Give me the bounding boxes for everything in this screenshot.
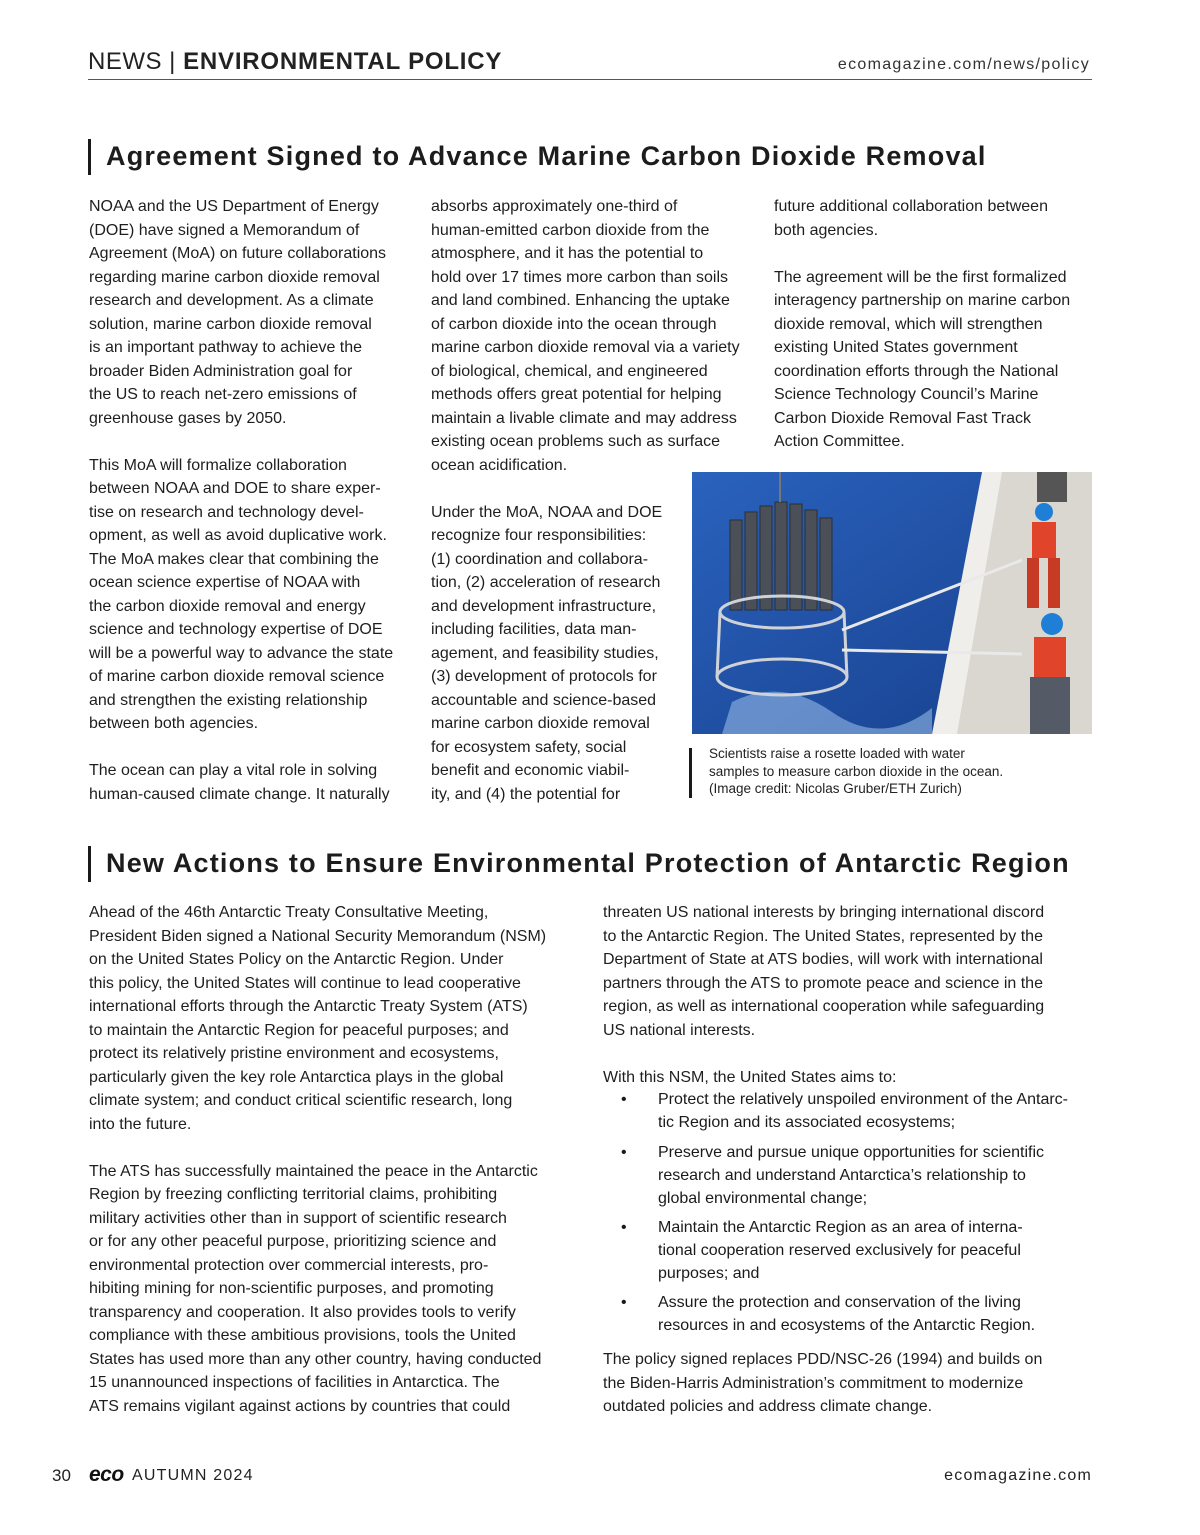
article1-column-1: NOAA and the US Department of Energy (DOE) have signed a Memorandum of Agreement (MoA) on future collaborations regarding marine carbon dioxide removal research and development. As a climate solution, marine carbon dioxide removal is an important pathway to achieve the broader Biden Administration goal for the US to reach net-zero emissions of greenhouse gases by 2050. This MoA will formalize collaboration between NOAA and DOE to share exper- tise on research and technology devel- opment, as well as avoid duplicative work. The MoA makes clear that combining the ocean science expertise of NOAA with the carbon dioxide removal and energy science and technology expertise of DOE will be a powerful way to advance the state of marine carbon dioxide removal science and strengthen the existing relationship between both agencies. The ocean can play a vital role in solving human-caused climate change. It naturally bbox=[89, 198, 394, 803]
section-label: NEWS bbox=[88, 48, 162, 75]
header-url: ecomagazine.com/news/policy bbox=[837, 56, 1090, 73]
rosette-photo-illustration bbox=[692, 472, 1092, 734]
article2-column-2-outro: The policy signed replaces PDD/NSC-26 (1994) and builds on the Biden-Harris Administration’s commitment to modernize outdated policies and address climate change. bbox=[603, 1351, 1043, 1415]
caption-accent-bar bbox=[689, 748, 692, 798]
heading-accent-bar bbox=[88, 846, 91, 882]
rosette-photo bbox=[692, 472, 1092, 734]
section-header bbox=[88, 48, 502, 76]
photo-caption: Scientists raise a rosette loaded with water samples to measure carbon dioxide in the ocean. (Image credit: Nicolas Gruber/ETH Zurich) bbox=[709, 746, 1004, 797]
bullet-text: Assure the protection and conservation of the living resources in and ecosystems of the Antarctic Region. bbox=[658, 1294, 1036, 1334]
footer-url: ecomagazine.com bbox=[944, 1467, 1092, 1484]
bullet-marker: • bbox=[621, 1294, 627, 1311]
bullet-marker: • bbox=[621, 1219, 627, 1236]
bullet-item bbox=[621, 1088, 1091, 1134]
bullet-text: Maintain the Antarctic Region as an area of interna- tional cooperation reserved exclusively for peaceful purposes; and bbox=[658, 1219, 1023, 1282]
article2-title: New Actions to Ensure Environmental Protection of Antarctic Region bbox=[106, 848, 1070, 878]
bullet-marker: • bbox=[621, 1144, 627, 1161]
article1-column-2: absorbs approximately one-third of human-emitted carbon dioxide from the atmosphere, and it has the potential to hold over 17 times more carbon than soils and land combined. Enhancing the uptake of carbon dioxide into the ocean through marine carbon dioxide removal via a variety of biological, chemical, and engineered methods offers great potential for helping maintain a livable climate and may address existing ocean problems such as surface ocean acidification. Under the MoA, NOAA and DOE recognize four responsibilities: (1) coordination and collabora- tion, (2) acceleration of research and development infrastructure, including facilities, data man- agement, and feasibility studies, (3) development of protocols for accountable and science-based marine carbon dioxide removal for ecosystem safety, social benefit and economic viabil- ity, and (4) the potential for bbox=[431, 198, 740, 803]
heading-accent-bar bbox=[88, 139, 91, 175]
issue-label: AUTUMN 2024 bbox=[132, 1467, 254, 1484]
bullet-text: Preserve and pursue unique opportunities for scientific research and understand Antarctica’s relationship to global environmental change; bbox=[658, 1144, 1044, 1207]
section-separator: | bbox=[169, 48, 176, 75]
article2-column-2-intro: threaten US national interests by bringing international discord to the Antarctic Region. The United States, represented by the Department of State at ATS bodies, will work with international partners through the ATS to promote peace and science in the region, as well as international cooperation while safeguarding US national interests. With this NSM, the United States aims to: bbox=[603, 904, 1045, 1086]
article1-title: Agreement Signed to Advance Marine Carbon Dioxide Removal bbox=[106, 141, 987, 171]
bullet-marker: • bbox=[621, 1091, 627, 1108]
page-number: 30 bbox=[52, 1466, 71, 1485]
header-divider bbox=[88, 79, 1092, 80]
bullet-item bbox=[621, 1141, 1091, 1210]
bullet-item bbox=[621, 1291, 1091, 1337]
eco-logo: eco bbox=[89, 1463, 124, 1486]
article1-column-3: future additional collaboration between both agencies. The agreement will be the first formalized interagency partnership on marine carbon dioxide removal, which will strengthen existing United States government coordination efforts through the National Science Technology Council’s Marine Carbon Dioxide Removal Fast Track Action Committee. bbox=[774, 198, 1071, 450]
bullet-text: Protect the relatively unspoiled environment of the Antarc- tic Region and its associated ecosystems; bbox=[658, 1091, 1068, 1131]
category-label: ENVIRONMENTAL POLICY bbox=[183, 48, 503, 75]
article2-column-1: Ahead of the 46th Antarctic Treaty Consultative Meeting, President Biden signed a National Security Memorandum (NSM) on the United States Policy on the Antarctic Region. Under this policy, the United States will continue to lead cooperative international efforts through the Antarctic Treaty System (ATS) to maintain the Antarctic Region for peaceful purposes; and protect its relatively pristine environment and ecosystems, particularly given the key role Antarctica plays in the global climate system; and conduct critical scientific research, long into the future. The ATS has successfully maintained the peace in the Antarctic Region by freezing conflicting territorial claims, prohibiting military activities other than in support of scientific research or for any other peaceful purpose, prioritizing science and environmental protection over commercial interests, pro- hibiting mining for non-scientific purposes, and promoting transparency and cooperation. It also provides tools to verify compliance with these ambitious provisions, tools the United States has used more than any other country, having conducted 15 unannounced inspections of facilities in Antarctica. The ATS remains vigilant against actions by countries that could bbox=[89, 904, 547, 1415]
bullet-item bbox=[621, 1216, 1091, 1285]
